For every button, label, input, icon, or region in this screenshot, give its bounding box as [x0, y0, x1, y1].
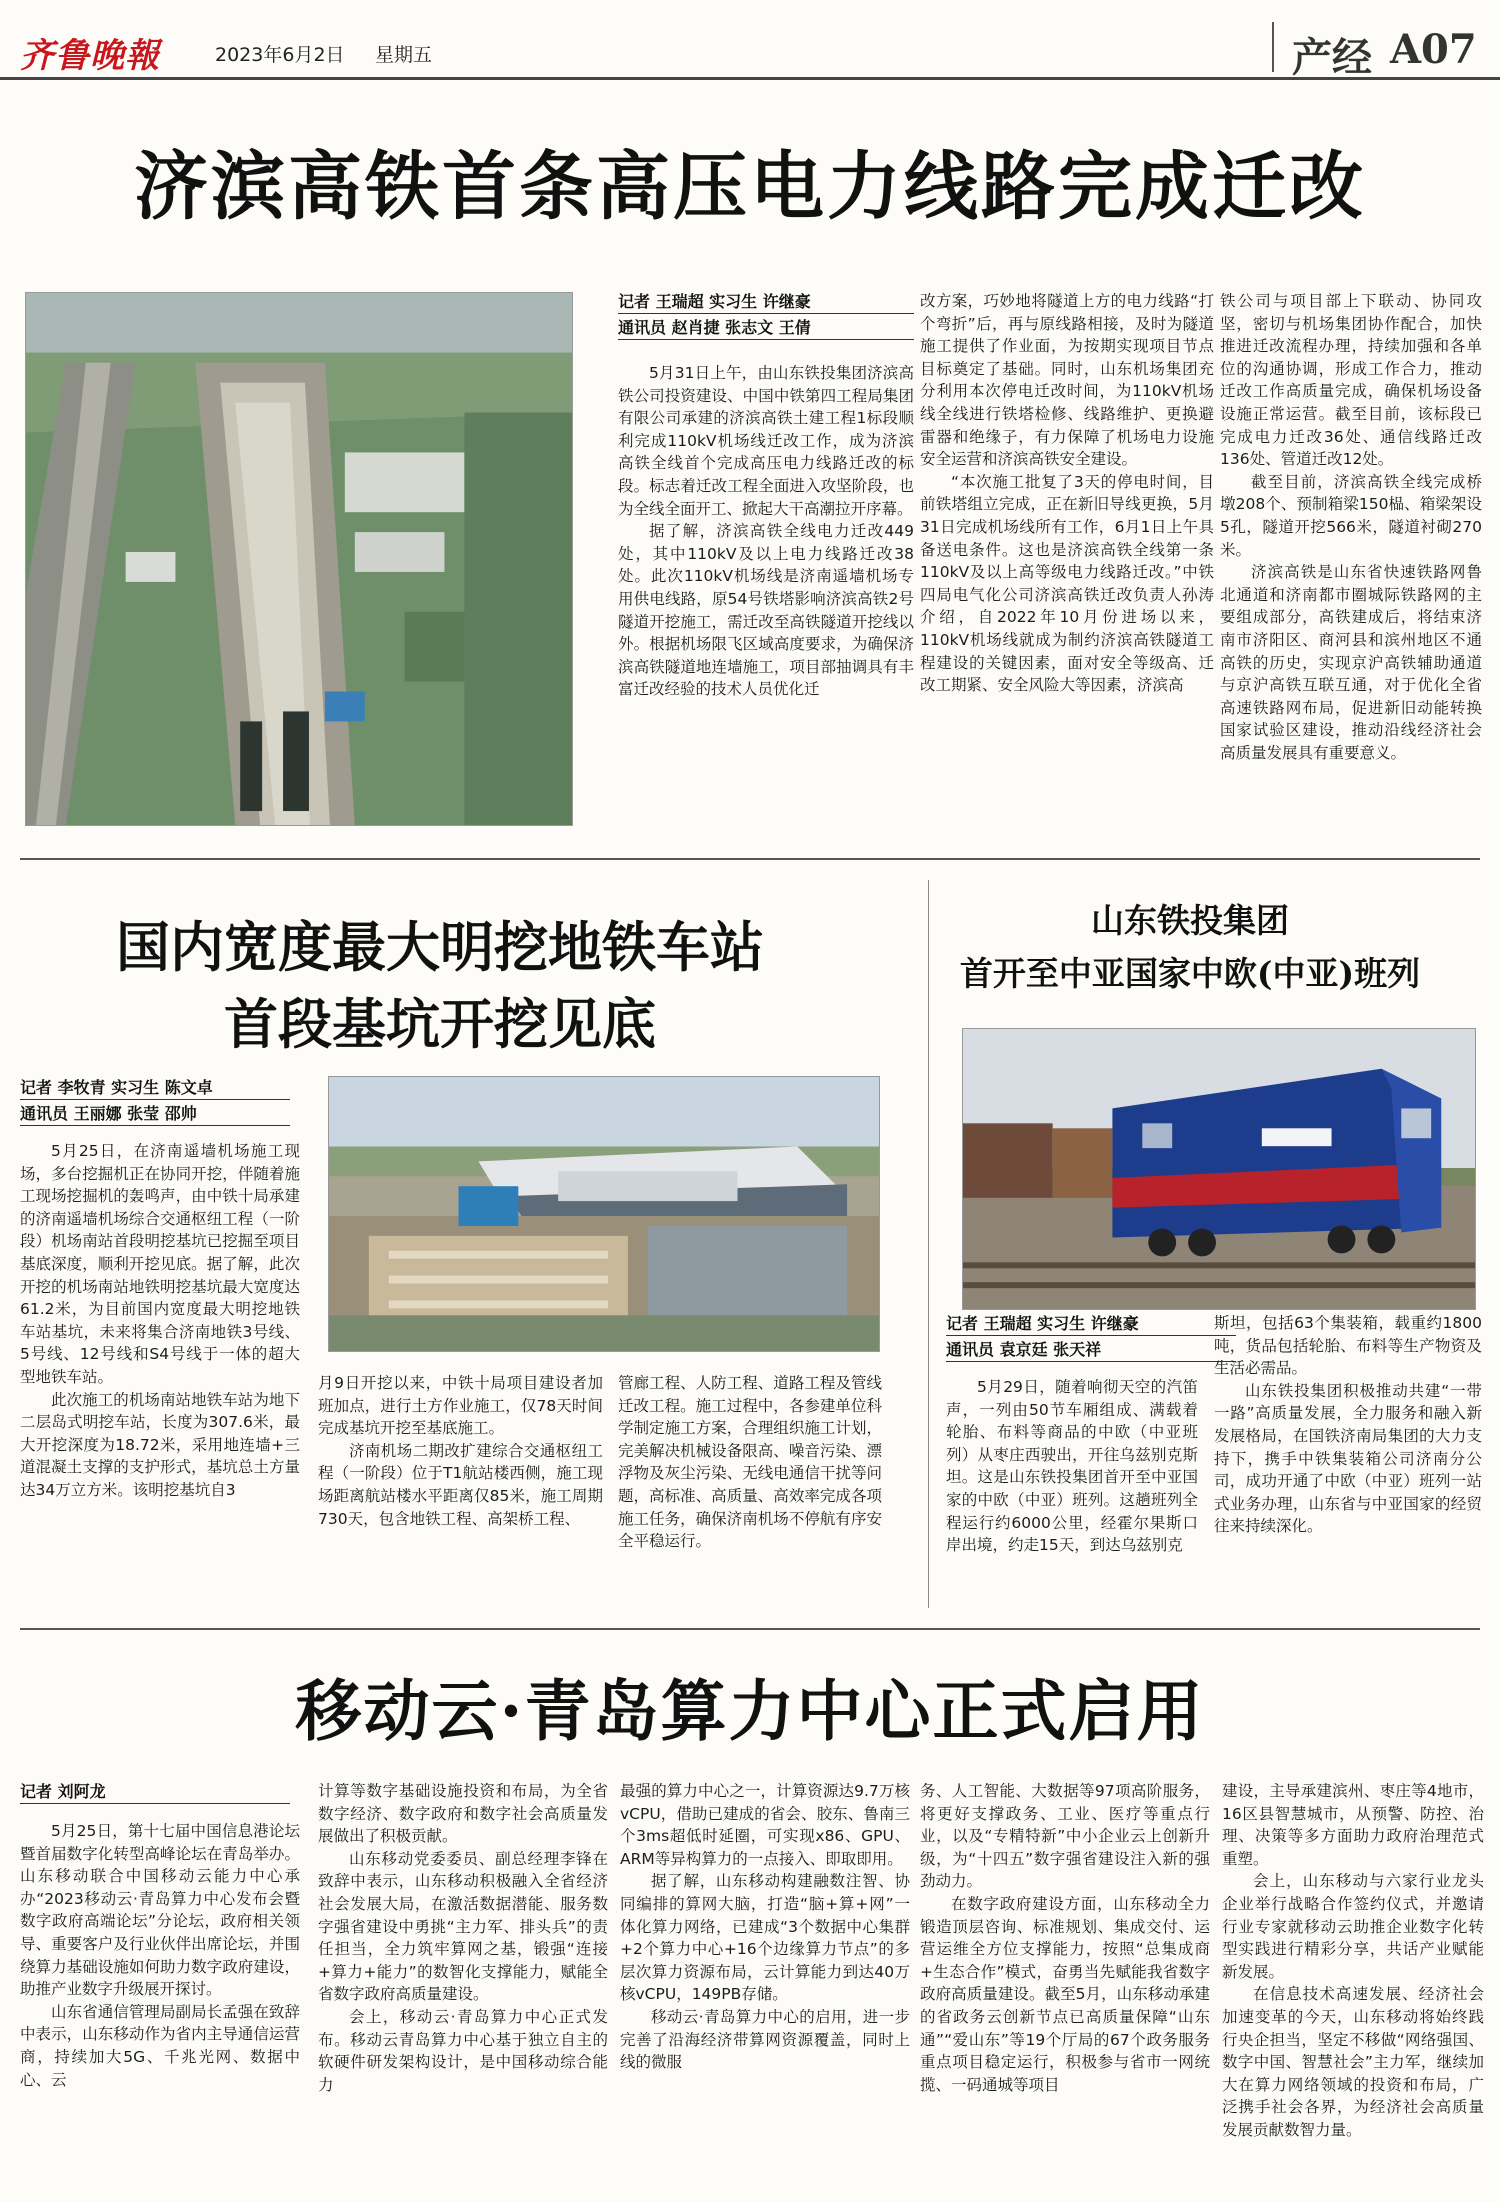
airport-excavation-photo[interactable] [328, 1076, 880, 1352]
paragraph: 济滨高铁是山东省快速铁路网鲁北通道和济南都市圈城际铁路网的主要组成部分，高铁建成后，将结束济南市济阳区、商河县和滨州地区不通高铁的历史，实现京沪高铁辅助通道与京沪高铁互联互通，对于优化全省高速铁路网布局，促进新旧动能转换国家试验区建设，推动沿线经济社会高质量发展具有重要意义。 [1220, 563, 1482, 762]
section-divider [20, 858, 1480, 860]
masthead [0, 0, 1500, 80]
byline-reporters: 记者 王瑞超 实习生 许继豪 [618, 290, 914, 314]
article3-byline [946, 1312, 1236, 1364]
freight-train-photo[interactable] [962, 1028, 1476, 1310]
article1-column-3 [1220, 290, 1482, 828]
byline-correspondents: 通讯员 袁京廷 张天祥 [946, 1338, 1236, 1362]
article4-column-1 [20, 1820, 300, 2190]
article1-column-1 [618, 362, 914, 828]
article4-column-3 [620, 1780, 910, 2190]
paragraph: 在数字政府建设方面，山东移动全力锻造顶层咨询、标准规划、集成交付、运营运维全方位支撑能力，按照“总集成商+生态合作”模式，奋勇当先赋能我省数字政府高质量建设。截至5月，山东移动承建的省政务云创新节点已高质量保障“山东通”“爱山东”等19个厅局的67个政务服务重点项目稳定运行，积极参与省市一网统揽、一码通城等项目 [920, 1894, 1210, 2094]
article4-headline[interactable]: 移动云·青岛算力中心正式启用 [295, 1672, 1205, 1750]
paragraph: 务、人工智能、大数据等97项高阶服务，将更好支撑政务、工业、医疗等重点行业，以及“专精特新”中小企业云上创新升级，为“十四五”数字强省建设注入新的强劲动力。 [920, 1782, 1210, 1891]
masthead-divider [1272, 22, 1274, 72]
paragraph: 截至目前，济滨高铁全线完成桥墩208个、预制箱梁150榀、箱梁架设5孔，隧道开挖566米，隧道衬砌270米。 [1220, 472, 1482, 559]
paragraph: 在信息技术高速发展、经济社会加速变革的今天，山东移动将始终践行央企担当，坚定不移做“网络强国、数字中国、智慧社会”主力军，继续加大在算力网络领域的投资和布局，广泛携手社会各界，为经济社会高质量发展贡献数智力量。 [1222, 1985, 1484, 2139]
article2-column-2 [318, 1372, 603, 1602]
byline-correspondents: 通讯员 王丽娜 张莹 邵帅 [20, 1102, 290, 1126]
paragraph: 5月29日，随着响彻天空的汽笛声，一列由50节车厢组成、满载着轮胎、布料等商品的中欧（中亚班列）从枣庄西驶出，开往乌兹别克斯坦。这是山东铁投集团首开至中亚国家的中欧（中亚）班列。这趟班列全程运行约6000公里，经霍尔果斯口岸出境，约走15天，到达乌兹别克 [946, 1378, 1198, 1555]
aerial-construction-site-photo[interactable] [25, 292, 573, 826]
paragraph: 据了解，山东移动构建融数注智、协同编排的算网大脑，打造“脑+算+网”一体化算力网络，已建成“3个数据中心集群+2个算力中心+16个边缘算力节点”的多层次算力资源布局，云计算能力到达40万核vCPU，149PB存储。 [620, 1872, 910, 2004]
article2-column-1 [20, 1140, 300, 1602]
issue-date: 2023年6月2日 [215, 44, 345, 66]
paragraph: 山东省通信管理局副局长孟强在致辞中表示，山东移动作为省内主导通信运营商，持续加大5G、千兆光网、数据中心、云 [20, 2002, 300, 2089]
paragraph: 计算等数字基础设施投资和布局，为全省数字经济、数字政府和数字社会高质量发展做出了积极贡献。 [318, 1782, 608, 1846]
newspaper-logo[interactable]: 齐鲁晚報 [20, 36, 160, 76]
paragraph: 据了解，济滨高铁全线电力迁改449处，其中110kV及以上电力线路迁改38处。此次110kV机场线是济南遥墙机场专用供电线路，原54号铁塔影响济滨高铁2号隧道开挖施工，需迁改至高铁隧道开挖线以外。根据机场限飞区域高度要求，为确保济滨高铁隧道地连墙施工，项目部抽调具有丰富迁改经验的技术人员优化迁 [618, 522, 914, 699]
byline-correspondents: 通讯员 赵肖捷 张志文 王倩 [618, 316, 914, 340]
article4-column-4 [920, 1780, 1210, 2190]
paragraph: 会上，移动云·青岛算力中心正式发布。移动云青岛算力中心基于独立自主的软硬件研发架构设计，是中国移动综合能力 [318, 2007, 608, 2094]
paragraph: 斯坦，包括63个集装箱，载重约1800吨，货品包括轮胎、布料等生产物资及生活必需品。 [1214, 1314, 1482, 1378]
byline-reporters: 记者 李牧青 实习生 陈文卓 [20, 1076, 290, 1100]
section-divider [20, 1628, 1480, 1630]
paragraph: 山东移动党委委员、副总经理李锋在致辞中表示，山东移动积极融入全省经济社会发展大局，在激活数据潜能、服务数字强省建设中勇挑“主力军、排头兵”的责任担当，全力筑牢算网之基，锻强“连接+算力+能力”的数智化支撑能力，赋能全省数字政府高质量建设。 [318, 1849, 608, 2004]
paragraph: 5月25日，在济南遥墙机场施工现场，多台挖掘机正在协同开挖，伴随着施工现场挖掘机的轰鸣声，由中铁十局承建的济南遥墙机场综合交通枢纽工程（一阶段）机场南站首段明挖基坑已挖掘至项目基底深度，顺利开挖见底。据了解，此次开挖的机场南站地铁明挖基坑最大宽度达61.2米，为目前国内宽度最大明挖地铁车站基坑，未来将集合济南地铁3号线、5号线、12号线和S4号线于一体的超大型地铁车站。 [20, 1142, 300, 1386]
section-name: 产经 [1292, 34, 1372, 81]
article4-column-2 [318, 1780, 608, 2190]
byline-reporters: 记者 王瑞超 实习生 许继豪 [946, 1312, 1236, 1336]
article1-headline[interactable]: 济滨高铁首条高压电力线路完成迁改 [134, 144, 1366, 230]
byline-reporters: 记者 刘阿龙 [20, 1780, 290, 1804]
paragraph: 5月25日，第十七届中国信息港论坛暨首届数字化转型高峰论坛在青岛举办。山东移动联合中国移动云能力中心承办“2023移动云·青岛算力中心发布会暨数字政府高端论坛”分论坛，政府相关领导、重要客户及行业伙伴出席论坛，并围绕算力基础设施如何助力数字政府建设，助推产业数字升级展开探讨。 [20, 1822, 300, 1999]
paragraph: 此次施工的机场南站地铁车站为地下二层岛式明挖车站，长度为307.6米，最大开挖深度为18.72米，采用地连墙+三道混凝土支撑的支护形式，基坑总土方量达34万立方米。该明挖基坑自3 [20, 1390, 300, 1499]
page-number: A07 [1390, 26, 1477, 73]
article3-headline-line2[interactable]: 首开至中亚国家中欧(中亚)班列 [959, 954, 1421, 993]
paragraph: 山东铁投集团积极推动共建“一带一路”高质量发展，全力服务和融入新发展格局，在国铁济南局集团的大力支持下，携手中铁集装箱公司济南分公司，成功开通了中欧（中亚）班列一站式业务办理，山东省与中亚国家的经贸往来持续深化。 [1214, 1381, 1482, 1536]
paragraph: 5月31日上午，由山东铁投集团济滨高铁公司投资建设、中国中铁第四工程局集团有限公司承建的济滨高铁土建工程1标段顺利完成110kV机场线迁改工作，成为济滨高铁全线首个完成高压电力线路迁改的标段。标志着迁改工程全面进入攻坚阶段，也为全线全面开工、掀起大干高潮拉开序幕。 [618, 364, 914, 518]
paragraph: 最强的算力中心之一，计算资源达9.7万核vCPU，借助已建成的省会、胶东、鲁南三个3ms超低时延圈，可实现x86、GPU、ARM等异构算力的一点接入、即取即用。 [620, 1782, 910, 1868]
article2-byline [20, 1076, 290, 1128]
article3-column-1 [946, 1376, 1198, 1602]
article1-byline [618, 290, 914, 342]
paragraph: 移动云·青岛算力中心的启用，进一步完善了沿海经济带算网资源覆盖，同时上线的微服 [620, 2007, 910, 2072]
issue-weekday: 星期五 [375, 44, 433, 66]
article3-headline-line1[interactable]: 山东铁投集团 [1091, 901, 1289, 940]
paragraph: 铁公司与项目部上下联动、协同攻坚，密切与机场集团协作配合，加快推进迁改流程办理，持续加强和各单位的沟通协调，形成工作合力，推动迁改工作高质量完成，确保机场设备设施正常运营。截至目前，该标段已完成电力迁改36处、通信线路迁改136处、管道迁改12处。 [1220, 292, 1482, 469]
article2-headline-line2[interactable]: 首段基坑开挖见底 [224, 992, 656, 1056]
article4-column-5 [1222, 1780, 1484, 2190]
paragraph: 济南机场二期改扩建综合交通枢纽工程（一阶段）位于T1航站楼西侧，施工现场距离航站楼水平距离仅85米，施工周期730天，包含地铁工程、高架桥工程、 [318, 1441, 603, 1528]
article3-column-2 [1214, 1312, 1482, 1602]
paragraph: 会上，山东移动与六家行业龙头企业举行战略合作签约仪式，并邀请行业专家就移动云助推企业数字化转型实践进行精彩分享，共话产业赋能新发展。 [1222, 1872, 1484, 1981]
article1-column-2 [920, 290, 1214, 828]
column-rule [928, 880, 929, 1608]
paragraph: 建设，主导承建滨州、枣庄等4地市，16区县智慧城市，从预警、防控、治理、决策等多方面助力政府治理范式重塑。 [1222, 1782, 1484, 1868]
article2-headline-line1[interactable]: 国内宽度最大明挖地铁车站 [116, 915, 764, 979]
article2-column-3 [618, 1372, 882, 1602]
paragraph: 管廊工程、人防工程、道路工程及管线迁改工程。施工过程中，各参建单位科学制定施工方案，合理组织施工计划，完美解决机械设备限高、噪音污染、漂浮物及灰尘污染、无线电通信干扰等问题，高标准、高质量、高效率完成各项施工任务，确保济南机场不停航有序安全平稳运行。 [618, 1374, 882, 1551]
article4-byline [20, 1780, 290, 1806]
paragraph: “本次施工批复了3天的停电时间，目前铁塔组立完成，正在新旧导线更换，5月31日完成机场线所有工作，6月1日上午具备送电条件。这也是济滨高铁全线第一条110kV及以上高等级电力线路迁改。”中铁四局电气化公司济滨高铁迁改负责人孙涛介绍，自2022年10月份进场以来，110kV机场线就成为制约济滨高铁隧道工程建设的关键因素，面对安全等级高、迁改工期紧、安全风险大等因素，济滨高 [920, 472, 1214, 695]
paragraph: 月9日开挖以来，中铁十局项目建设者加班加点，进行土方作业施工，仅78天时间完成基坑开挖至基底施工。 [318, 1374, 603, 1438]
paragraph: 改方案，巧妙地将隧道上方的电力线路“打个弯折”后，再与原线路相接，及时为隧道施工提供了作业面，为按期实现项目节点目标奠定了基础。同时，山东机场集团充分利用本次停电迁改时间，为110kV机场线全线进行铁塔检修、线路维护、更换避雷器和绝缘子，有力保障了机场电力设施安全运营和济滨高铁安全建设。 [920, 292, 1214, 469]
